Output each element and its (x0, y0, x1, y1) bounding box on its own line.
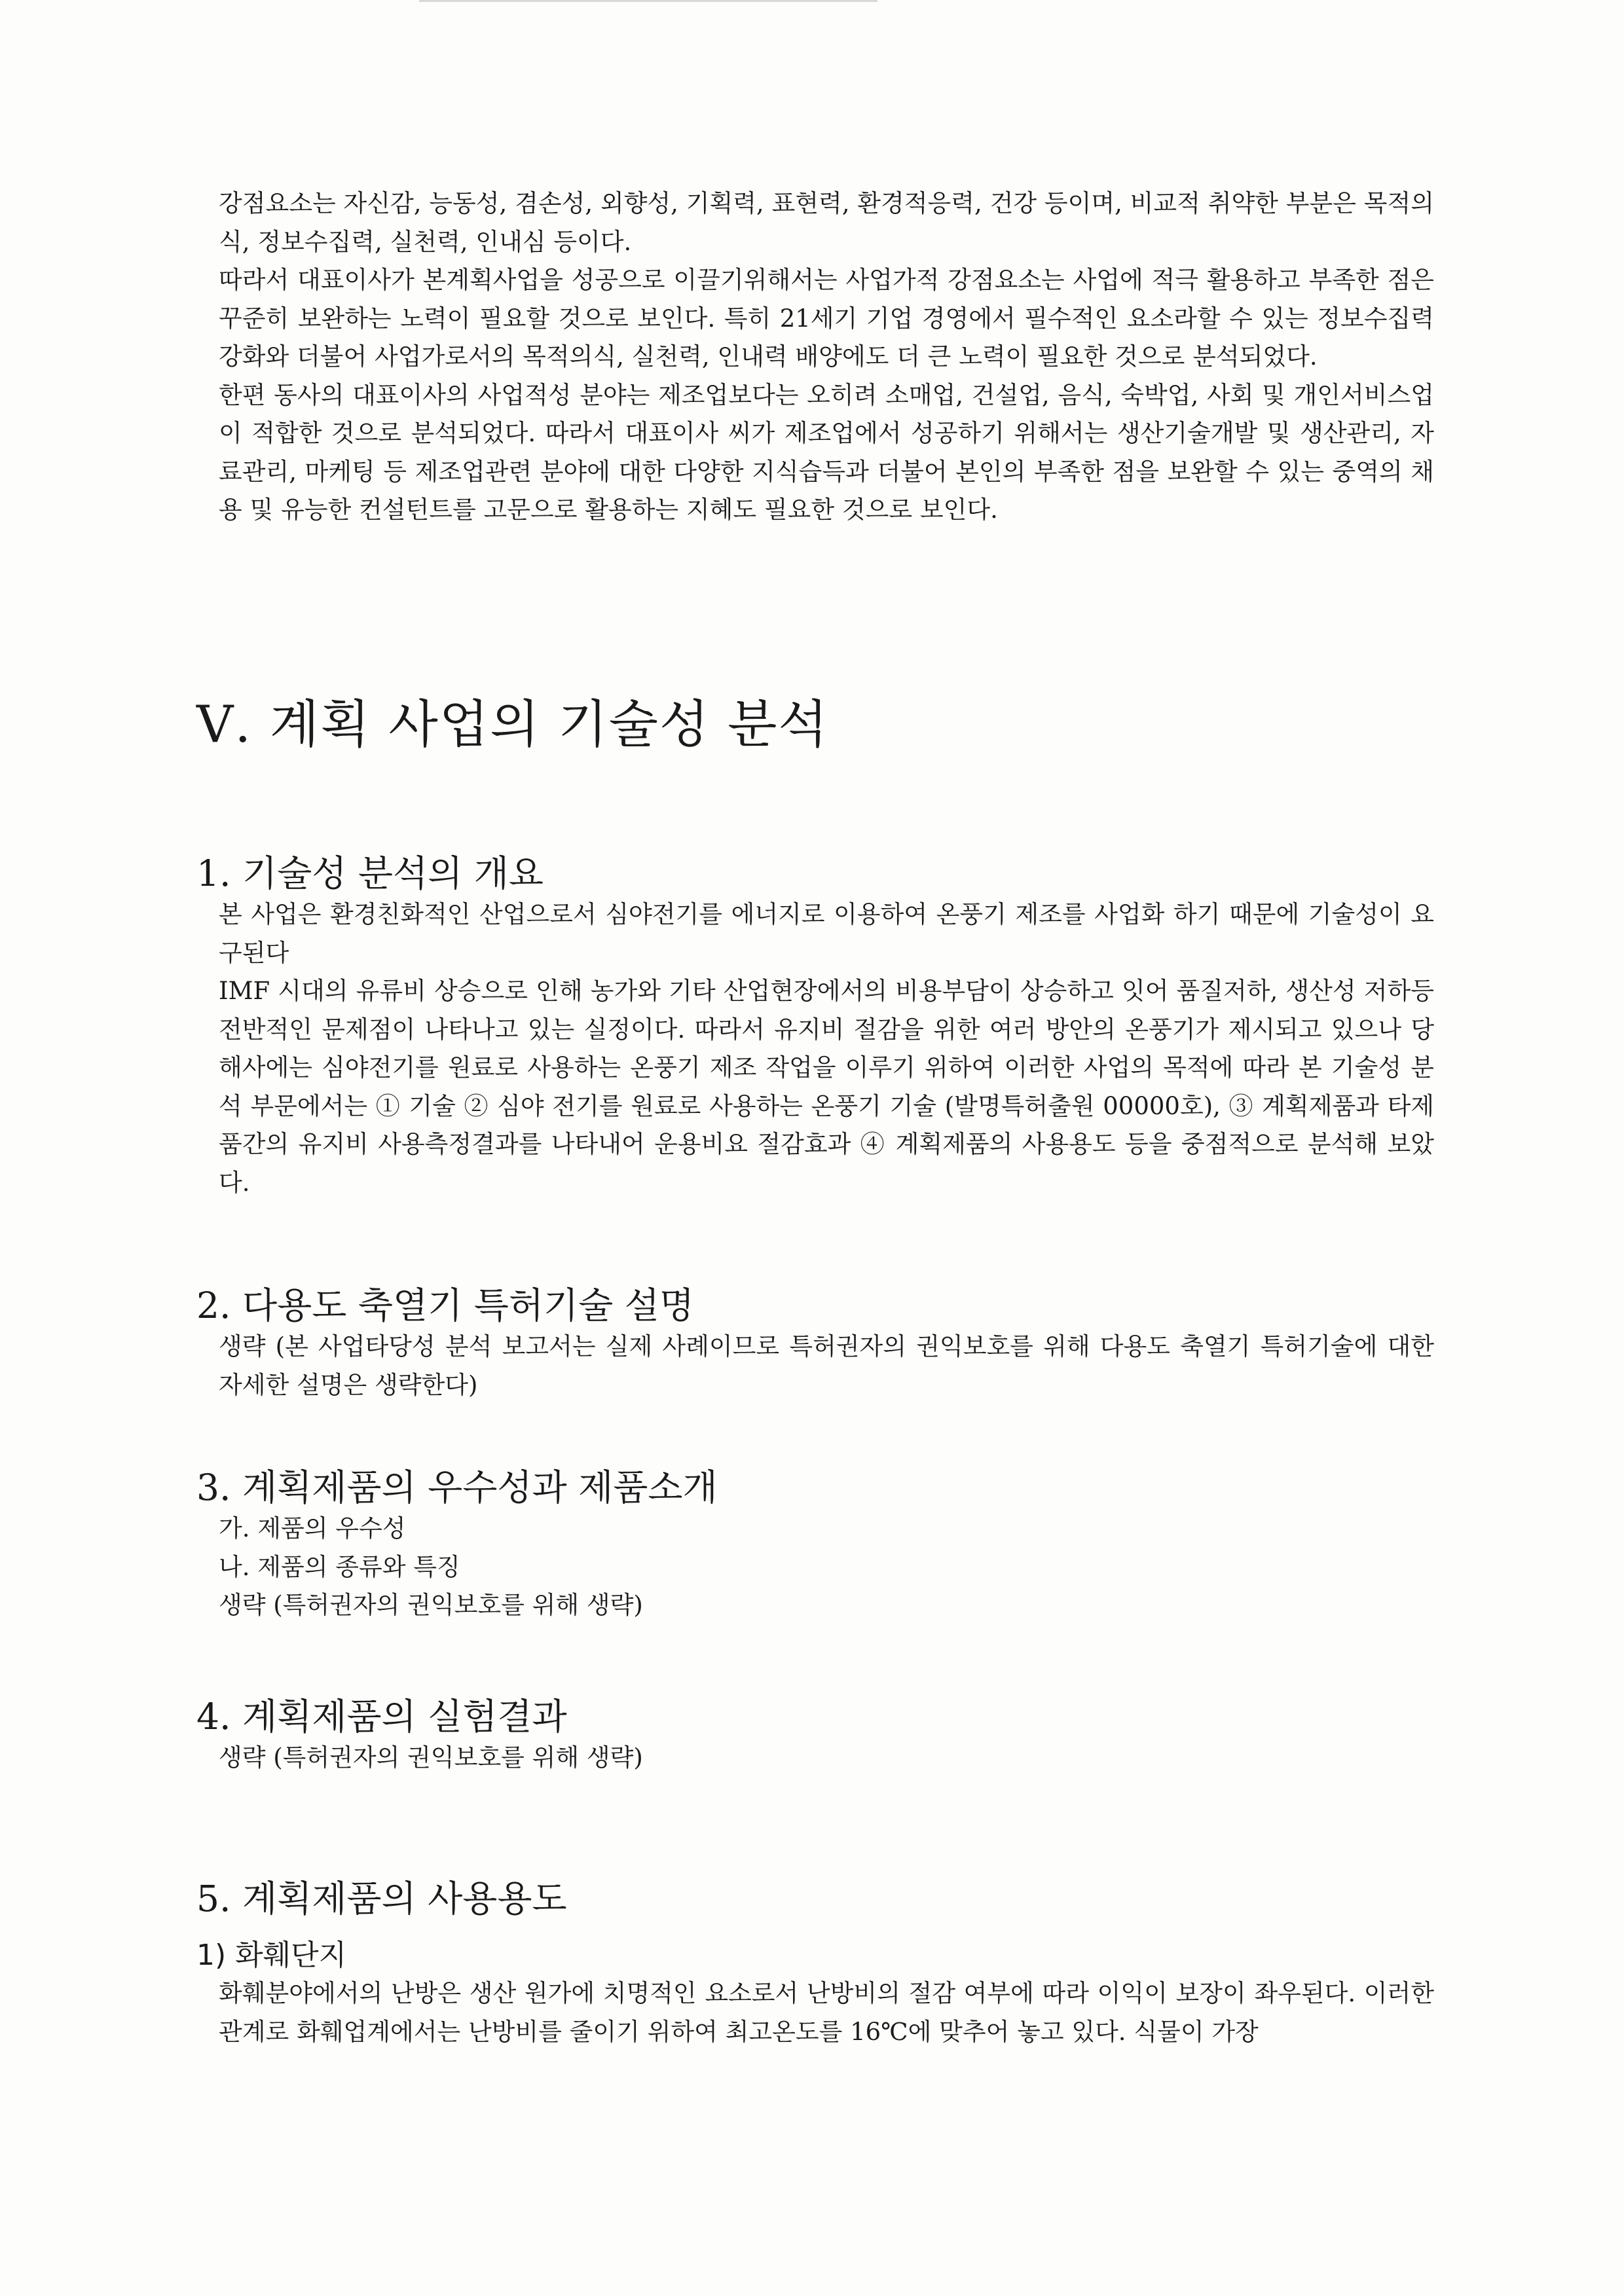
scan-edge-mark (419, 0, 877, 2)
section-5-title: 5. 계획제품의 사용용도 (196, 1878, 567, 1920)
section-1-title: 1. 기술성 분석의 개요 (196, 852, 544, 894)
section-4-body (219, 1739, 1434, 1777)
section-1-paragraph: 본 사업은 환경친화적인 산업으로서 심야전기를 에너지로 이용하여 온풍기 제조를 사업화 하기 때문에 기술성이 요구된다 (219, 900, 1434, 967)
section-5-sub-1-title: 1) 화훼단지 (196, 1939, 347, 1972)
section-1-body (219, 896, 1434, 1202)
section-1-paragraph: IMF 시대의 유류비 상승으로 인해 농가와 기타 산업현장에서의 비용부담이 상승하고 잇어 품질저하, 생산성 저하등 전반적인 문제점이 나타나고 있는 실정이다. 따라서 유지비 절감을 위한 여러 방안의 온풍기가 제시되고 있으나 당해사에는 심야전기를 원료로 사용하는 온풍기 제조 작업을 이루기 위하여 이러한 사업의 목적에 따라 본 기술성 분석 부문에서는 ① 기술 ② 심야 전기를 원료로 사용하는 온풍기 기술 (발명특허출원 00000호), ③ 계획제품과 타제품간의 유지비 사용측정결과를 나타내어 운용비요 절감효과 ④ 계획제품의 사용용도 등을 중점적으로 분석해 보았다. (219, 977, 1434, 1197)
section-5-sub-1-body (219, 1975, 1434, 2051)
section-3-line: 나. 제품의 종류와 특징 (219, 1552, 460, 1581)
intro-paragraph: 한편 동사의 대표이사의 사업적성 분야는 제조업보다는 오히려 소매업, 건설업, 음식, 숙박업, 사회 및 개인서비스업이 적합한 것으로 분석되었다. 따라서 대표이사 씨가 제조업에서 성공하기 위해서는 생산기술개발 및 생산관리, 자료관리, 마케팅 등 제조업관련 분야에 대한 다양한 지식습득과 더불어 본인의 부족한 점을 보완할 수 있는 중역의 채용 및 유능한 컨설턴트를 고문으로 활용하는 지혜도 필요한 것으로 보인다. (219, 380, 1434, 524)
section-3-line: 생략 (특허권자의 권익보호를 위해 생략) (219, 1591, 643, 1619)
intro-block (219, 185, 1434, 530)
section-3-body (219, 1510, 1434, 1625)
section-4-line: 생략 (특허권자의 권익보호를 위해 생략) (219, 1743, 643, 1772)
section-3-line: 가. 제품의 우수성 (219, 1514, 406, 1542)
intro-paragraph: 따라서 대표이사가 본계획사업을 성공으로 이끌기위해서는 사업가적 강점요소는 사업에 적극 활용하고 부족한 점은 꾸준히 보완하는 노력이 필요할 것으로 보인다. 특히 21세기 기업 경영에서 필수적인 요소라할 수 있는 정보수집력 강화와 더불어 사업가로서의 목적의식, 실천력, 인내력 배양에도 더 큰 노력이 필요한 것으로 분석되었다. (219, 266, 1434, 371)
section-3-title: 3. 계획제품의 우수성과 제품소개 (196, 1467, 718, 1508)
section-2-body (219, 1328, 1434, 1404)
intro-paragraph: 강점요소는 자신감, 능동성, 겸손성, 외향성, 기획력, 표현력, 환경적응력, 건강 등이며, 비교적 취약한 부분은 목적의식, 정보수집력, 실천력, 인내심 등이다. (219, 189, 1434, 256)
chapter-title: Ⅴ. 계획 사업의 기술성 분석 (196, 695, 829, 754)
section-2-title: 2. 다용도 축열기 특허기술 설명 (196, 1285, 694, 1326)
section-5-sub-1-paragraph: 화훼분야에서의 난방은 생산 원가에 치명적인 요소로서 난방비의 절감 여부에 따라 이익이 보장이 좌우된다. 이러한 관계로 화훼업계에서는 난방비를 줄이기 위하여 최고온도를 16℃에 맞추어 놓고 있다. 식물이 가장 (219, 1979, 1434, 2046)
section-2-paragraph: 생략 (본 사업타당성 분석 보고서는 실제 사례이므로 특허권자의 권익보호를 위해 다용도 축열기 특허기술에 대한 자세한 설명은 생략한다) (219, 1332, 1434, 1399)
section-4-title: 4. 계획제품의 실험결과 (196, 1696, 567, 1738)
